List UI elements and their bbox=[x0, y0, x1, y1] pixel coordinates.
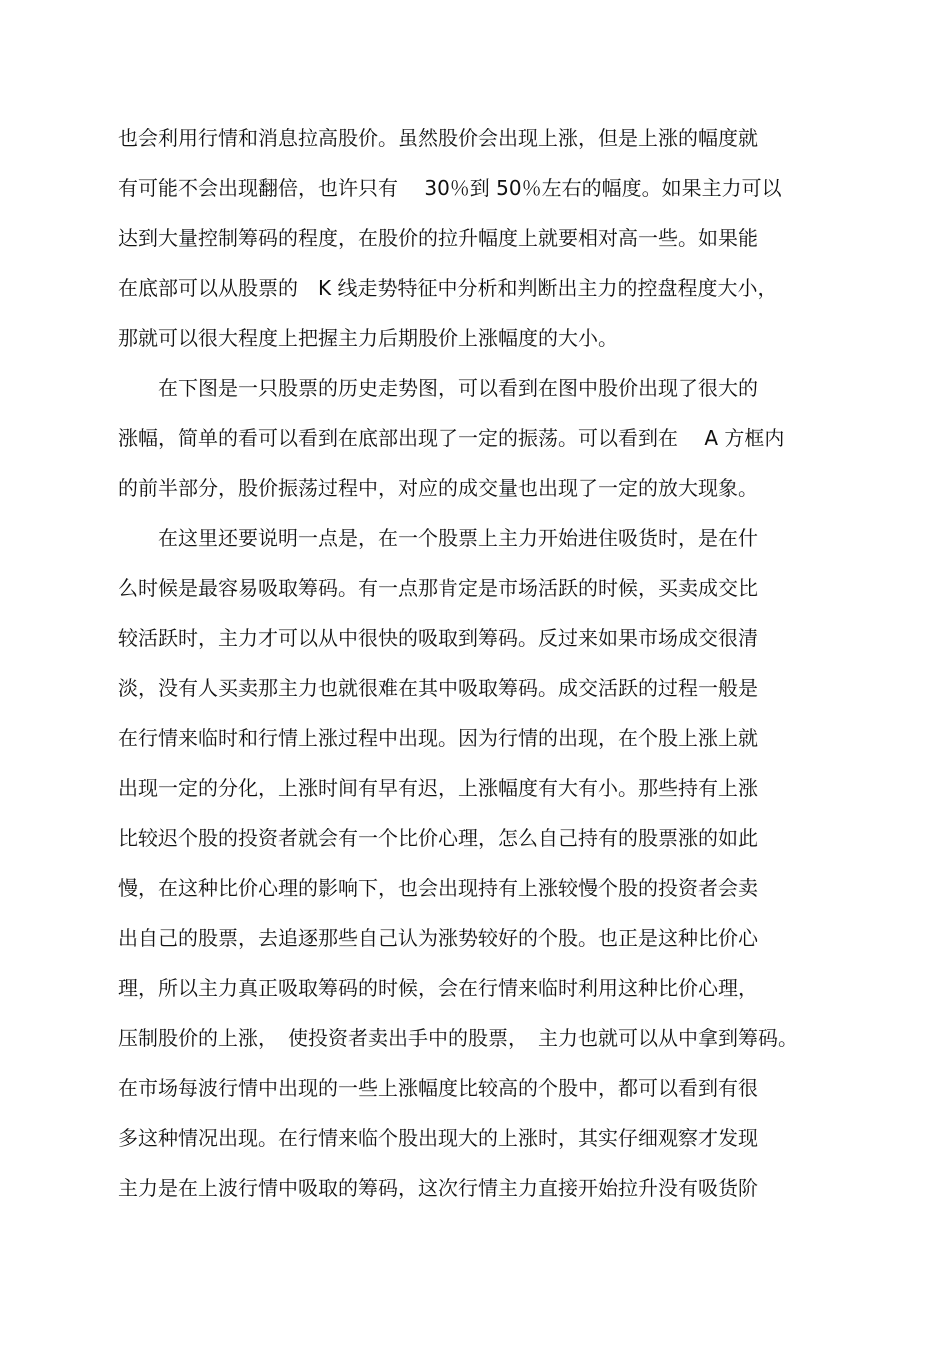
text-line-9: 在这里还要说明一点是，在一个股票上主力开始进住吸货时，是在什 bbox=[118, 526, 758, 550]
text-line-7: 涨幅，简单的看可以看到在底部出现了一定的振荡。可以看到在 A 方框内 bbox=[118, 426, 785, 450]
text-line-12: 淡，没有人买卖那主力也就很难在其中吸取筹码。成交活跃的过程一般是 bbox=[118, 676, 758, 700]
text-line-15: 比较迟个股的投资者就会有一个比价心理，怎么自己持有的股票涨的如此 bbox=[118, 826, 758, 850]
text-line-18: 理，所以主力真正吸取筹码的时候，会在行情来临时利用这种比价心理， bbox=[118, 976, 758, 1000]
text-line-19: 压制股价的上涨， 使投资者卖出手中的股票， 主力也就可以从中拿到筹码。 bbox=[118, 1026, 798, 1050]
text-line-11: 较活跃时，主力才可以从中很快的吸取到筹码。反过来如果市场成交很清 bbox=[118, 626, 758, 650]
text-line-2: 有可能不会出现翻倍，也许只有 30％到 50％左右的幅度。如果主力可以 bbox=[118, 176, 782, 200]
text-line-6: 在下图是一只股票的历史走势图，可以看到在图中股价出现了很大的 bbox=[118, 376, 758, 400]
text-line-14: 出现一定的分化，上涨时间有早有迟，上涨幅度有大有小。那些持有上涨 bbox=[118, 776, 758, 800]
text-line-22: 主力是在上波行情中吸取的筹码，这次行情主力直接开始拉升没有吸货阶 bbox=[118, 1176, 758, 1200]
text-line-13: 在行情来临时和行情上涨过程中出现。因为行情的出现，在个股上涨上就 bbox=[118, 726, 758, 750]
text-line-10: 么时候是最容易吸取筹码。有一点那肯定是市场活跃的时候，买卖成交比 bbox=[118, 576, 758, 600]
text-line-1: 也会利用行情和消息拉高股价。虽然股价会出现上涨，但是上涨的幅度就 bbox=[118, 126, 758, 150]
text-line-3: 达到大量控制筹码的程度，在股价的拉升幅度上就要相对高一些。如果能 bbox=[118, 226, 758, 250]
text-line-5: 那就可以很大程度上把握主力后期股价上涨幅度的大小。 bbox=[118, 326, 618, 350]
text-line-20: 在市场每波行情中出现的一些上涨幅度比较高的个股中，都可以看到有很 bbox=[118, 1076, 758, 1100]
text-line-17: 出自己的股票，去追逐那些自己认为涨势较好的个股。也正是这种比价心 bbox=[118, 926, 758, 950]
text-line-21: 多这种情况出现。在行情来临个股出现大的上涨时，其实仔细观察才发现 bbox=[118, 1126, 758, 1150]
text-line-16: 慢，在这种比价心理的影响下，也会出现持有上涨较慢个股的投资者会卖 bbox=[118, 876, 758, 900]
text-line-4: 在底部可以从股票的 K 线走势特征中分析和判断出主力的控盘程度大小， bbox=[118, 276, 778, 300]
text-line-8: 的前半部分，股价振荡过程中，对应的成交量也出现了一定的放大现象。 bbox=[118, 476, 758, 500]
